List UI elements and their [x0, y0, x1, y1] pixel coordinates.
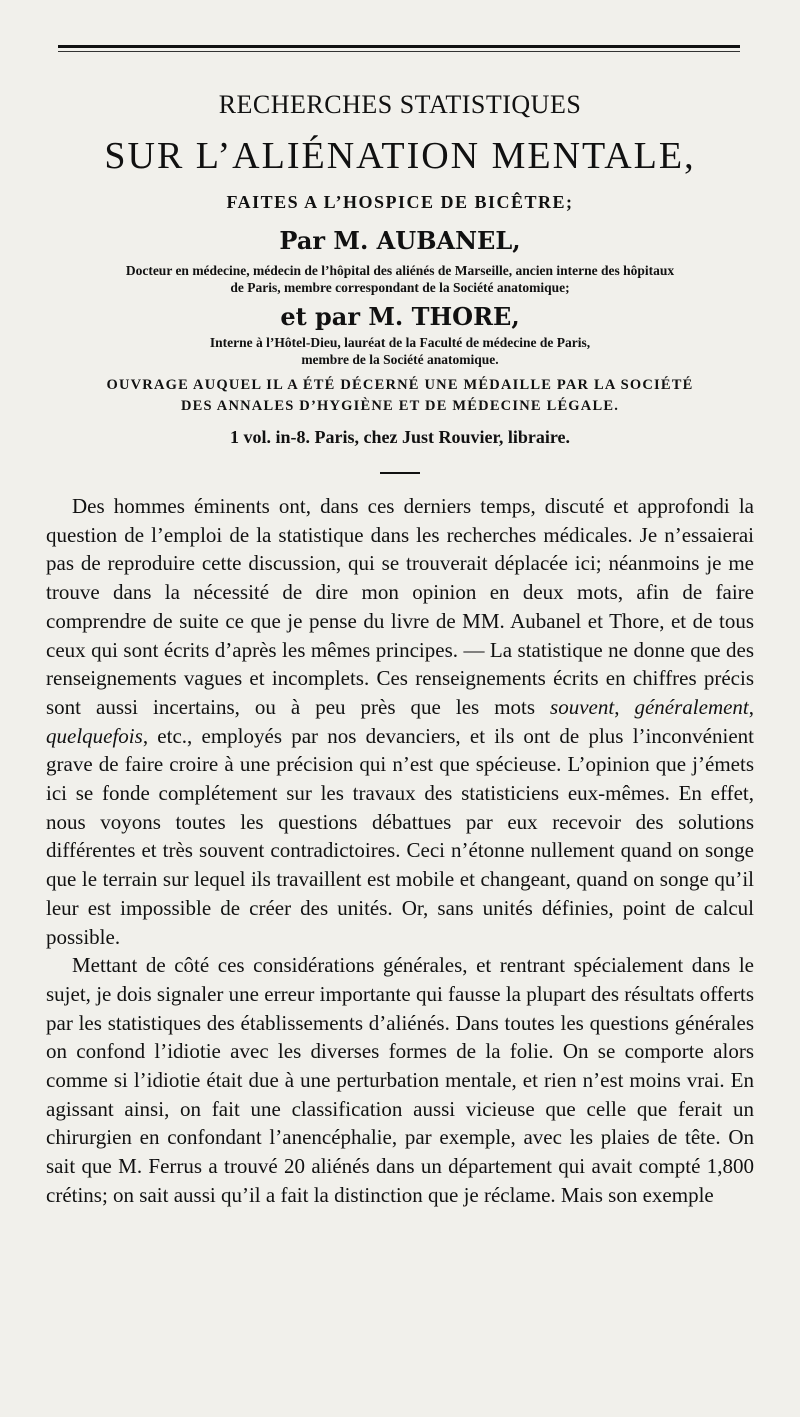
- author-2-description-line-1: Interne à l’Hôtel-Dieu, lauréat de la Faculté de médecine de Paris,: [209, 335, 591, 350]
- author-2: et par M. THORE,: [280, 302, 520, 331]
- title-line-1: RECHERCHES STATISTIQUES: [218, 90, 582, 119]
- award-note: [60, 375, 740, 417]
- top-rule: [58, 45, 740, 48]
- italic-word-generalement: généralement: [634, 694, 749, 719]
- paragraph-1-part-a: Des hommes éminents ont, dans ces derniers temps, discuté et approfondi la question de l’emploi de la statistique dans les recherches médicales. Je n’essaierai pas de reproduire cette discussion, qui se trouverait déplacée ici; néanmoins je me trouve dans la nécessité de dire mon opinion en deux mots, afin de faire comprendre de suite ce que je pense du livre de MM. Aubanel et Thore, et de tous ceux qui sont écrits d’après les mêmes principes. — La statistique ne donne que des renseignements vagues et incomplets. Ces renseignements écrits en chiffres précis sont aussi incertains, ou à peu près que les mots: [46, 494, 754, 719]
- author-1-description-line-2: de Paris, membre correspondant de la Société anatomique;: [230, 280, 570, 295]
- author-1-description: [40, 262, 760, 296]
- italic-word-quelquefois: quelquefois: [46, 723, 143, 748]
- award-note-line-2: DES ANNALES D’HYGIÈNE ET DE MÉDECINE LÉGALE.: [180, 398, 620, 414]
- subtitle: FAITES A L’HOSPICE DE BICÊTRE;: [226, 192, 574, 212]
- publication-info: 1 vol. in-8. Paris, chez Just Rouvier, libraire.: [230, 427, 570, 447]
- italic-word-souvent: souvent: [550, 694, 615, 719]
- author-2-description-line-2: membre de la Société anatomique.: [301, 352, 499, 367]
- top-rule-thin: [58, 51, 740, 52]
- paragraph-1-part-b: , etc., employés par nos devanciers, et ils ont de plus l’inconvénient grave de faire croire à une précision qui n’est que spécieuse. L’opinion que j’émets ici se fonde complétement sur les travaux des statisticiens eux-mêmes. En effet, nous voyons toutes les questions débattues par eux recevoir des solutions différentes et très souvent contradictoires. Ceci n’étonne nullement quand on songe que le terrain sur lequel ils travaillent est mobile et changeant, quand on songe qu’il leur est impossible de créer des unités. Or, sans unités définies, point de calcul possible.: [46, 723, 754, 949]
- author-1: Par M. AUBANEL,: [279, 226, 521, 255]
- separator-rule: [380, 472, 420, 474]
- author-1-description-line-1: Docteur en médecine, médecin de l’hôpital des aliénés de Marseille, ancien interne des hôpitaux: [125, 263, 675, 278]
- award-note-line-1: OUVRAGE AUQUEL IL A ÉTÉ DÉCERNÉ UNE MÉDAILLE PAR LA SOCIÉTÉ: [106, 377, 694, 393]
- paragraph-1: [46, 492, 754, 951]
- separator: ,: [748, 694, 755, 719]
- author-2-description: [40, 334, 760, 368]
- review-body: [46, 492, 754, 1210]
- paragraph-2: Mettant de côté ces considérations générales, et rentrant spécialement dans le sujet, je dois signaler une erreur importante qui fausse la plupart des résultats offerts par les statistiques des établissements d’aliénés. Dans toutes les questions générales on confond l’idiotie avec les diverses formes de la folie. On se comporte alors comme si l’idiotie était due à une perturbation mentale, et rien n’est moins vrai. En agissant ainsi, on fait une classification aussi vicieuse que celle que ferait un chirurgien en confondant l’anencéphalie, par exemple, avec les plaies de tête. On sait que M. Ferrus a trouvé 20 aliénés dans un département qui avait compté 1,800 crétins; on sait aussi qu’il a fait la distinction que je réclame. Mais son exemple: [46, 953, 754, 1207]
- title-line-2: SUR L’ALIÉNATION MENTALE,: [104, 135, 696, 177]
- separator: ,: [614, 694, 635, 719]
